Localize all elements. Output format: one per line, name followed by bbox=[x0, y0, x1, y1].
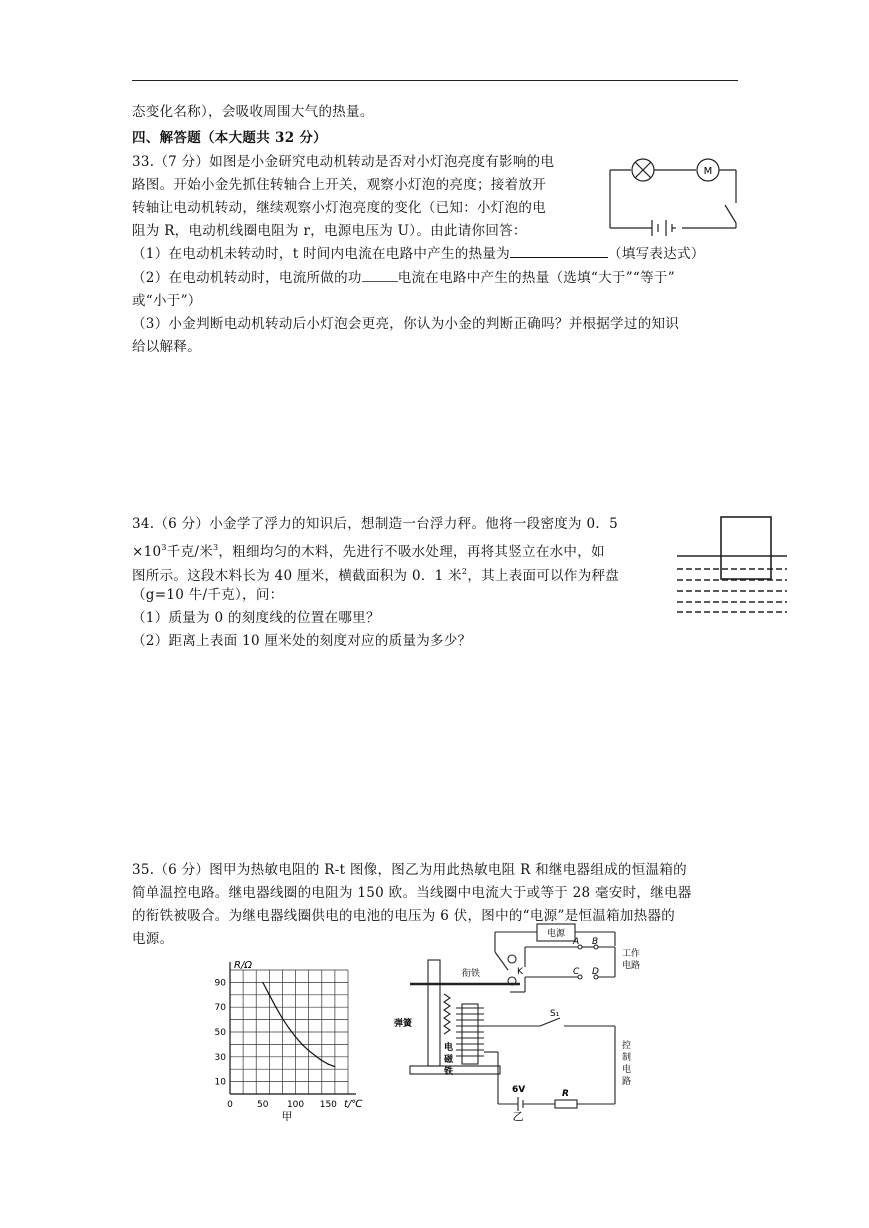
electromagnet-label-3: 铁 bbox=[444, 1067, 454, 1077]
rt-data-point bbox=[315, 1055, 316, 1056]
q33-line-1: 33.（7 分）如图是小金研究电动机转动是否对小灯泡亮度有影响的电 bbox=[132, 154, 555, 170]
rt-data-point bbox=[321, 1060, 322, 1061]
motor-label: M bbox=[703, 166, 713, 177]
rt-data-point bbox=[288, 1028, 289, 1029]
floating-block-diagram bbox=[675, 512, 795, 617]
k-contact-upper bbox=[508, 955, 516, 963]
q34-line-2-c: ，粗细均匀的木料，先进行不吸水处理，再将其竖立在水中，如 bbox=[218, 544, 605, 560]
switch-s1-label: S₁ bbox=[550, 1009, 560, 1019]
electromagnet-label-2: 磁 bbox=[444, 1055, 454, 1065]
y-axis-label: R/Ω bbox=[234, 960, 252, 971]
control-circuit-label-1: 控 bbox=[622, 1041, 632, 1051]
motor-circuit-diagram bbox=[600, 148, 750, 238]
q33-part-1-text: （1）在电动机未转动时，t 时间内电流在电路中产生的热量为 bbox=[132, 246, 511, 262]
chart-axes bbox=[230, 962, 356, 1094]
q34-line-1: 34.（6 分）小金学了浮力的知识后，想制造一台浮力秤。他将一段密度为 0．5 bbox=[132, 516, 619, 532]
answer-blank-1[interactable] bbox=[510, 243, 608, 258]
control-circuit-label-2: 制 bbox=[622, 1053, 632, 1063]
contact-a-label: A bbox=[573, 937, 580, 947]
y-tick-label: 70 bbox=[214, 1003, 226, 1014]
rt-data-point bbox=[295, 1036, 296, 1037]
q34-question-2: （2）距离上表面 10 厘米处的刻度对应的质量为多少？ bbox=[132, 633, 472, 649]
carryover-text: 态变化名称），会吸收周围大气的热量。 bbox=[132, 104, 374, 120]
caption-jia: 甲 bbox=[281, 1110, 293, 1123]
header-rule bbox=[132, 80, 738, 81]
control-circuit-label-3: 电 bbox=[622, 1065, 632, 1075]
y-tick-label: 90 bbox=[214, 978, 226, 989]
q35-line-4: 电源。 bbox=[132, 931, 174, 947]
y-tick-label: 50 bbox=[214, 1028, 226, 1038]
rt-data-point bbox=[275, 1007, 276, 1008]
x-tick-label: 150 bbox=[319, 1100, 337, 1110]
q34-exp-3: 2 bbox=[461, 567, 468, 576]
q33-part-2-hint: 电流在电路中产生的热量（选填“大于”“等于” bbox=[397, 270, 675, 286]
caption-yi: 乙 bbox=[512, 1110, 524, 1123]
rt-data-point bbox=[269, 994, 270, 995]
resistor-label: R bbox=[562, 1089, 569, 1099]
k-label: K bbox=[517, 967, 523, 977]
electromagnet-core bbox=[462, 1004, 478, 1064]
relay-circuit-diagram bbox=[394, 922, 660, 1123]
spring-label: 弹簧 bbox=[394, 1019, 413, 1029]
wooden-block bbox=[721, 517, 771, 579]
section-heading: 四、解答题（本大题共 32 分） bbox=[132, 130, 327, 146]
armature-label: 衔铁 bbox=[462, 969, 481, 979]
q33-part-2 bbox=[132, 266, 675, 290]
resistor-icon bbox=[555, 1100, 577, 1108]
rt-chart bbox=[208, 950, 368, 1126]
x-tick-label: 50 bbox=[257, 1100, 269, 1110]
q33-part-3-line-2: 给以解释。 bbox=[132, 339, 201, 355]
q34-question-1: （1）质量为 0 的刻度线的位置在哪里？ bbox=[132, 610, 380, 626]
rt-data-point bbox=[262, 982, 263, 983]
q34-exp-2: 3 bbox=[213, 543, 219, 552]
switch-s1-icon bbox=[540, 1018, 560, 1026]
q33-line-2: 路图。开始小金先抓住转轴合上开关，观察小灯泡的亮度；接着放开 bbox=[132, 177, 546, 193]
coil-icon bbox=[456, 1008, 484, 1056]
q33-part-1 bbox=[132, 242, 705, 266]
x-tick-label: 0 bbox=[227, 1100, 233, 1110]
q35-line-1: 35.（6 分）图甲为热敏电阻的 R-t 图像，图乙为用此热敏电阻 R 和继电器组成的恒温箱的 bbox=[132, 862, 687, 878]
answer-blank-2[interactable] bbox=[362, 267, 398, 282]
rt-data-point bbox=[328, 1064, 329, 1065]
chart-grid bbox=[230, 970, 348, 1094]
relay-base bbox=[410, 1066, 500, 1074]
power-source-label: 电源 bbox=[546, 929, 566, 939]
q33-part-2-text: （2）在电动机转动时，电流所做的功 bbox=[132, 270, 362, 286]
contact-d-label: D bbox=[592, 967, 599, 977]
q34-line-3-b: ，其上表面可以作为秤盘 bbox=[467, 568, 620, 584]
relay-post bbox=[428, 960, 440, 1066]
q33-line-4: 阻为 R，电动机线圈电阻为 r，电源电压为 U）。由此请你回答： bbox=[132, 223, 527, 239]
electromagnet-label-1: 电 bbox=[444, 1043, 454, 1053]
x-axis-label: t/℃ bbox=[344, 1099, 363, 1110]
x-tick-label: 100 bbox=[286, 1100, 305, 1110]
rt-data-point bbox=[308, 1050, 309, 1051]
rt-data-point bbox=[334, 1066, 335, 1067]
q34-line-2-b: 千克/米 bbox=[166, 544, 214, 560]
q34-line-4: （g=10 牛/千克），问： bbox=[132, 587, 284, 603]
switch-icon bbox=[725, 205, 736, 223]
q33-part-3-line-1: （3）小金判断电动机转动后小灯泡会更亮，你认为小金的判断正确吗？并根据学过的知识 bbox=[132, 316, 680, 332]
control-circuit-label-4: 路 bbox=[622, 1077, 632, 1087]
spring-icon bbox=[444, 994, 450, 1034]
rt-data-point bbox=[302, 1044, 303, 1045]
rt-data-point bbox=[282, 1018, 283, 1019]
q33-part-2-cont: 或“小于”） bbox=[132, 293, 202, 309]
q34-line-2-a: ×10 bbox=[132, 544, 162, 560]
q34-line-3-a: 图所示。这段木料长为 40 厘米，横截面积为 0．1 米 bbox=[132, 568, 462, 584]
contact-b-label: B bbox=[592, 937, 599, 947]
q33-part-1-hint: （填写表达式） bbox=[608, 246, 705, 262]
q35-line-2: 简单温控电路。继电器线圈的电阻为 150 欧。当线圈中电流大于或等于 28 毫安时，继电器 bbox=[132, 885, 692, 901]
work-circuit-label-1: 工作 bbox=[622, 949, 641, 959]
battery-label: 6V bbox=[512, 1085, 526, 1095]
q35-line-3: 的衔铁被吸合。为继电器线圈供电的电池的电压为 6 伏，图中的“电源”是恒温箱加热器的 bbox=[132, 908, 676, 924]
contact-c-label: C bbox=[573, 967, 580, 977]
y-tick-label: 10 bbox=[214, 1077, 226, 1088]
work-circuit-label-2: 电路 bbox=[622, 961, 641, 971]
q33-line-3: 转轴让电动机转动，继续观察小灯泡亮度的变化（已知：小灯泡的电 bbox=[132, 200, 546, 216]
q34-exp-1: 3 bbox=[161, 543, 167, 552]
y-tick-label: 30 bbox=[214, 1052, 226, 1063]
